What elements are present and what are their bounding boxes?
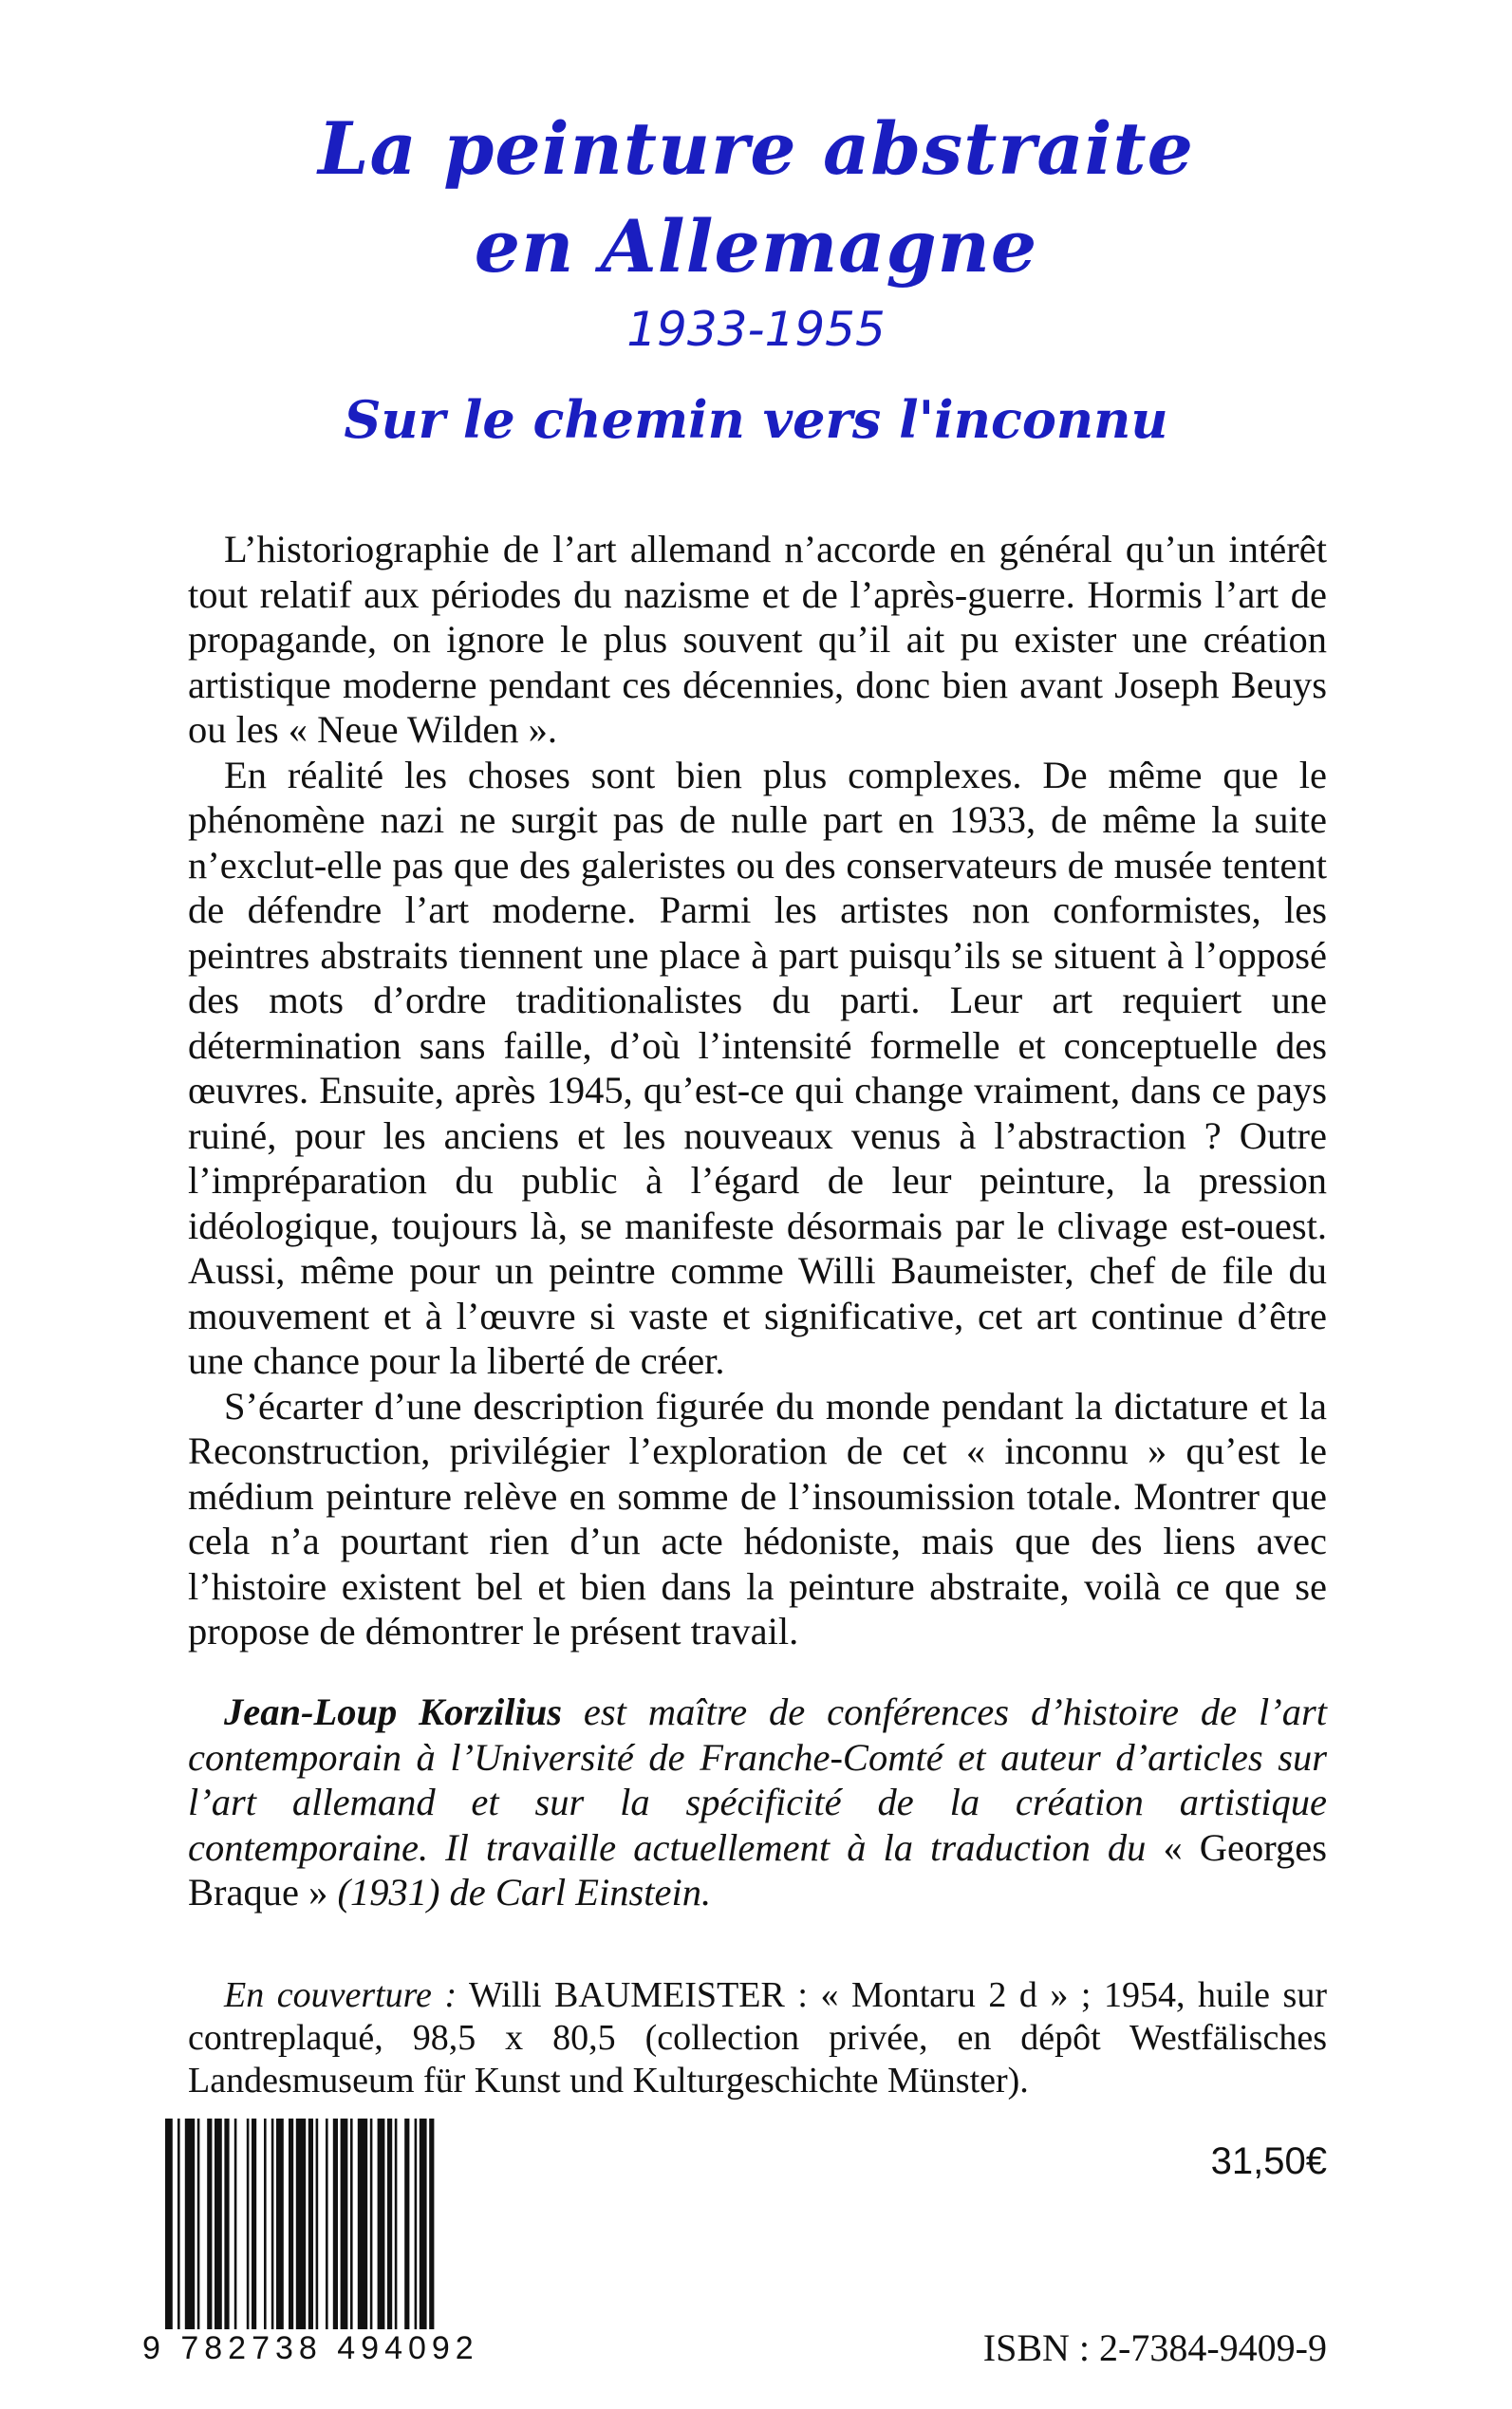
author-name: Jean-Loup Korzilius	[224, 1690, 562, 1733]
cover-credit	[188, 1974, 1327, 2102]
barcode-digits: 9 782738 494092	[142, 2330, 479, 2366]
book-subtitle: Sur le chemin vers l'inconnu	[344, 389, 1168, 450]
cover-credit-lead: En couverture :	[224, 1975, 457, 2015]
price-label: 31,50€	[1210, 2140, 1327, 2182]
cover-credit-text: Willi BAUMEISTER : « Montaru 2 d » ; 1954, huile sur contreplaqué, 98,5 x 80,5 (collection privée, en dépôt Westfälisches Landesmuseum für Kunst und Kulturgeschichte Münster).	[188, 1975, 1327, 2101]
author-bio	[188, 1690, 1327, 1915]
isbn-label: ISBN : 2-7384-9409-9	[982, 2326, 1327, 2369]
summary-paragraph: En réalité les choses sont bien plus complexes. De même que le phénomène nazi ne surgit pas de nulle part en 1933, de même la suite n’exclut-elle pas que des galeristes ou des conservateurs de musée tentent de défendre l’art moderne. Parmi les artistes non conformistes, les peintres abstraits tiennent une place à part puisqu’ils se situent à l’opposé des mots d’ordre traditionalistes du parti. Leur art requiert une détermination sans faille, d’où l’intensité formelle et conceptuelle des œuvres. Ensuite, après 1945, qu’est-ce qui change vraiment, dans ce pays ruiné, pour les anciens et les nouveaux venus à l’abstraction ? Outre l’impréparation du public à l’égard de leur peinture, la pression idéologique, toujours là, se manifeste désormais par le clivage est-ouest. Aussi, même pour un peintre comme Willi Baumeister, chef de file du mouvement et à l’œuvre si vaste et significative, cet art continue d’être une chance pour la liberté de créer.	[188, 753, 1327, 1382]
summary-text	[188, 527, 1327, 1654]
book-title-line-2: en Allemagne	[474, 204, 1038, 289]
book-title-line-1: La peinture abstraite	[318, 106, 1194, 191]
author-bio-text-end: (1931) de Carl Einstein.	[327, 1871, 712, 1914]
summary-paragraph: L’historiographie de l’art allemand n’accorde en général qu’un intérêt tout relatif aux périodes du nazisme et de l’après-guerre. Hormis l’art de propagande, on ignore le plus souvent qu’il ait pu exister une création artistique moderne pendant ces décennies, donc bien avant Joseph Beuys ou les « Neue Wilden ».	[188, 528, 1327, 751]
book-title-dates: 1933-1955	[626, 302, 886, 357]
summary-paragraph: S’écarter d’une description figurée du monde pendant la dictature et la Reconstruction, privilégier l’exploration de cet « inconnu » qu’est le médium peinture relève en somme de l’insoumission totale. Montrer que cela n’a pourtant rien d’un acte hédoniste, mais que des liens avec l’histoire existent bel et bien dans la peinture abstraite, voilà ce que se propose de démontrer le présent travail.	[188, 1384, 1327, 1653]
author-bio-text: est maître de conférences d’histoire de l’art contemporain à l’Université de Franche-Comté et auteur d’articles sur l’art allemand et sur la spécificité de la création artistique contemporaine. Il travaille actuellement à la traduction du	[188, 1690, 1327, 1869]
barcode-image	[161, 2119, 475, 2356]
translated-work-title: « Georges Braque »	[188, 1825, 1328, 1914]
